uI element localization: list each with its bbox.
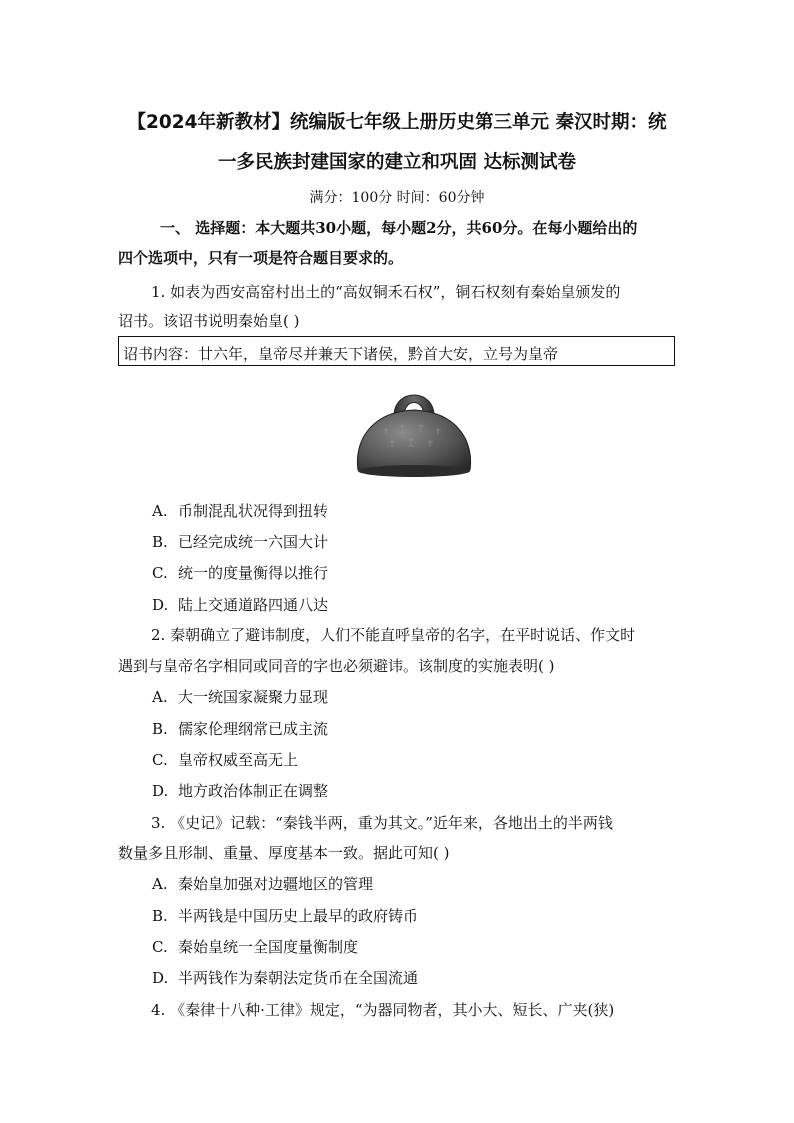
option-letter: A. — [152, 688, 168, 706]
question-2-option-c[interactable] — [152, 749, 298, 770]
option-text: 儒家伦理纲常已成主流 — [178, 720, 329, 738]
option-letter: B. — [152, 720, 168, 738]
bronze-weight-image — [352, 382, 476, 480]
option-letter: C. — [152, 751, 168, 769]
question-1-option-d[interactable] — [152, 594, 328, 615]
option-letter: A. — [152, 502, 168, 520]
question-3-option-a[interactable] — [152, 873, 373, 894]
question-1-table — [118, 336, 675, 366]
option-letter: D. — [152, 969, 169, 987]
option-text: 统一的度量衡得以推行 — [178, 564, 329, 582]
question-3-option-d[interactable] — [152, 967, 418, 988]
option-text: 半两钱作为秦朝法定货币在全国流通 — [178, 969, 419, 987]
option-text: 半两钱是中国历史上最早的政府铸币 — [178, 907, 419, 925]
option-text: 陆上交通道路四通八达 — [178, 596, 329, 614]
option-text: 币制混乱状况得到扭转 — [178, 502, 329, 520]
question-1-stem-line1: 1. 如表为西安高窑村出土的“高奴铜禾石权”，铜石权刻有秦始皇颁发的 — [151, 283, 621, 301]
question-4-stem-line1: 4. 《秦律十八种·工律》规定，“为器同物者，其小大、短长、广夹(狭) — [151, 1001, 615, 1019]
question-2-option-a[interactable] — [152, 686, 328, 707]
score-time-info: 满分：100分 时间：60分钟 — [309, 190, 485, 206]
option-text: 地方政治体制正在调整 — [178, 782, 329, 800]
question-3-option-b[interactable] — [152, 905, 418, 926]
option-letter: C. — [152, 564, 168, 582]
option-text: 秦始皇加强对边疆地区的管理 — [178, 875, 374, 893]
section-heading-line2: 四个选项中，只有一项是符合题目要求的。 — [118, 249, 404, 267]
question-2-option-b[interactable] — [152, 718, 328, 739]
exam-title-line1: 【2024年新教材】统编版七年级上册历史第三单元 秦汉时期：统 — [127, 112, 667, 133]
question-1-option-b[interactable] — [152, 531, 328, 552]
question-3-stem-line2: 数量多且形制、重量、厚度基本一致。据此可知( ) — [118, 844, 450, 862]
option-letter: D. — [152, 782, 169, 800]
option-letter: B. — [152, 907, 168, 925]
option-text: 已经完成统一六国大计 — [178, 533, 329, 551]
option-text: 大一统国家凝聚力显现 — [178, 688, 329, 706]
question-1-table-text: 诏书内容：廿六年，皇帝尽并兼天下诸侯，黔首大安，立号为皇帝 — [123, 345, 559, 363]
question-2-option-d[interactable] — [152, 780, 328, 801]
section-heading-line1: 一、 选择题：本大题共30小题，每小题2分，共60分。在每小题给出的 — [160, 219, 638, 237]
question-3-stem-line1: 3. 《史记》记载：“秦钱半两，重为其文。”近年来，各地出土的半两钱 — [151, 814, 613, 832]
option-letter: B. — [152, 533, 168, 551]
question-1-option-a[interactable] — [152, 500, 328, 521]
question-1-stem-line2: 诏书。该诏书说明秦始皇( ) — [118, 312, 300, 330]
option-text: 皇帝权威至高无上 — [178, 751, 299, 769]
option-text: 秦始皇统一全国度量衡制度 — [178, 938, 359, 956]
option-letter: D. — [152, 596, 169, 614]
option-letter: C. — [152, 938, 168, 956]
question-2-stem-line2: 遇到与皇帝名字相同或同音的字也必须避讳。该制度的实施表明( ) — [118, 657, 555, 675]
question-1-option-c[interactable] — [152, 562, 328, 583]
question-3-option-c[interactable] — [152, 936, 358, 957]
exam-title-line2: 一多民族封建国家的建立和巩固 达标测试卷 — [218, 152, 576, 173]
option-letter: A. — [152, 875, 168, 893]
question-2-stem-line1: 2. 秦朝确立了避讳制度，人们不能直呼皇帝的名字，在平时说话、作文时 — [151, 626, 636, 644]
